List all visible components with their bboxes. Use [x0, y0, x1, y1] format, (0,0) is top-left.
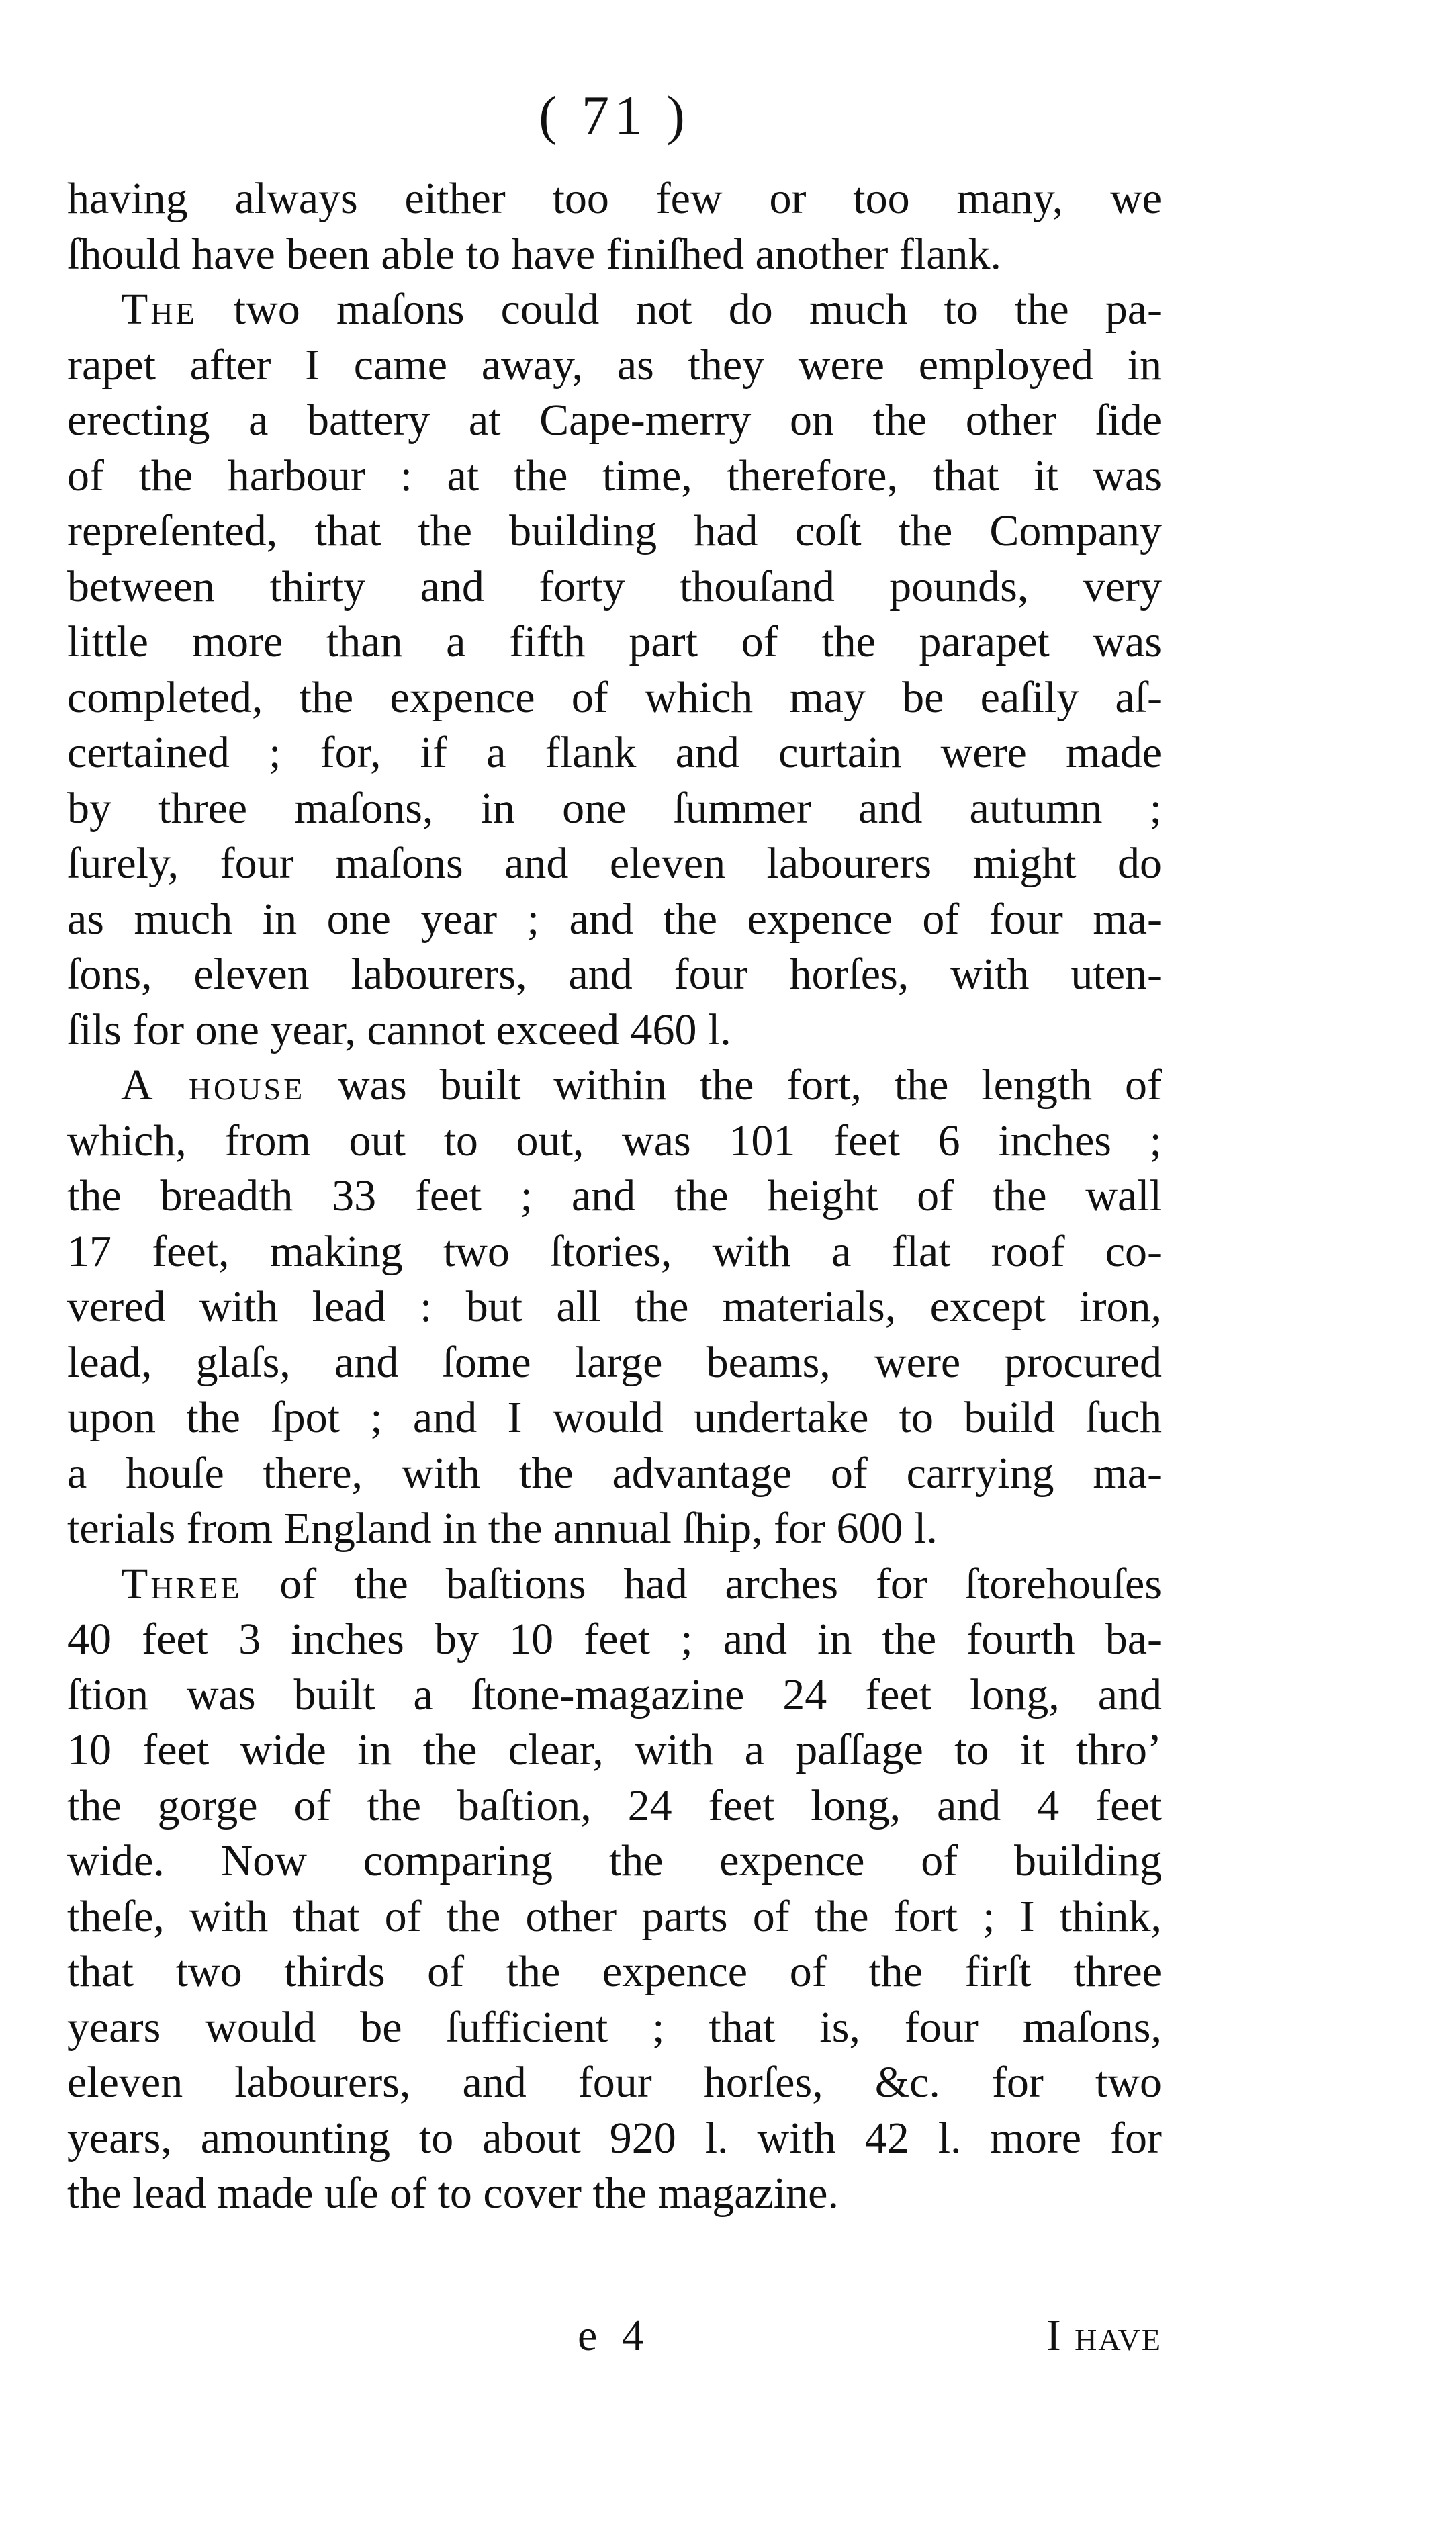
- text-line: 40 feet 3 inches by 10 feet ; and in the fourth ba-: [67, 1615, 1162, 1664]
- text-line-rest: of the baſtions had arches for ſtorehouſes: [279, 1559, 1163, 1609]
- page-number: ( 71 ): [539, 85, 690, 146]
- text-line: years, amounting to about 920 l. with 42 l. more for: [67, 2113, 1162, 2163]
- paragraph-first-line: [67, 282, 1162, 338]
- text-line: the lead made uſe of to cover the magazine.: [67, 2169, 839, 2218]
- text-line: ſhould have been able to have finiſhed another flank.: [67, 229, 1001, 279]
- text-line: ſils for one year, cannot exceed 460 l.: [67, 1005, 731, 1054]
- paragraph-lead-word: The: [121, 285, 197, 334]
- text-line: vered with lead : but all the materials, except iron,: [67, 1282, 1162, 1331]
- text-line: completed, the expence of which may be eaſily aſ-: [67, 672, 1162, 722]
- paragraph-first-line: [67, 1557, 1162, 1613]
- paragraph-lead-word: Three: [121, 1559, 242, 1609]
- text-line: by three maſons, in one ſummer and autumn ;: [67, 783, 1162, 833]
- page-footer: [67, 2310, 1162, 2371]
- text-line: certained ; for, if a flank and curtain were made: [67, 728, 1162, 777]
- text-line: 10 feet wide in the clear, with a paſſage to it thro’: [67, 1725, 1162, 1774]
- text-line: erecting a battery at Cape-merry on the other ſide: [67, 396, 1162, 445]
- text-line: years would be ſufficient ; that is, four maſons,: [67, 2002, 1162, 2052]
- body-text: [67, 171, 1162, 2222]
- text-line: that two thirds of the expence of the firſt three: [67, 1947, 1162, 1996]
- text-line: 17 feet, making two ſtories, with a flat roof co-: [67, 1226, 1162, 1276]
- text-line: upon the ſpot ; and I would undertake to build ſuch: [67, 1393, 1162, 1442]
- text-line: lead, glaſs, and ſome large beams, were procured: [67, 1337, 1162, 1387]
- text-line: the breadth 33 feet ; and the height of the wall: [67, 1171, 1162, 1220]
- text-line: as much in one year ; and the expence of four ma-: [67, 894, 1162, 944]
- paragraph-lead-word: A house: [121, 1060, 306, 1110]
- text-line: a houſe there, with the advantage of carrying ma-: [67, 1448, 1162, 1498]
- text-line: terials from England in the annual ſhip, for 600 l.: [67, 1504, 938, 1553]
- text-line: ſons, eleven labourers, and four horſes, with uten-: [67, 950, 1162, 999]
- text-line: theſe, with that of the other parts of the fort ; I think,: [67, 1891, 1162, 1941]
- text-line: rapet after I came away, as they were employed in: [67, 340, 1162, 390]
- signature-mark: e 4: [578, 2311, 651, 2360]
- text-line: little more than a fifth part of the parapet was: [67, 617, 1162, 666]
- paragraph-first-line: [67, 1058, 1162, 1114]
- text-line: ſtion was built a ſtone-magazine 24 feet long, and: [67, 1670, 1162, 1719]
- text-line: repreſented, that the building had coſt the Company: [67, 506, 1162, 555]
- text-line: having always either too few or too many, we: [67, 174, 1162, 223]
- text-line-rest: two maſons could not do much to the pa-: [233, 285, 1163, 334]
- text-line-rest: was built within the fort, the length of: [338, 1060, 1163, 1110]
- catchword: I have: [1046, 2311, 1162, 2360]
- text-line: eleven labourers, and four horſes, &c. for two: [67, 2058, 1162, 2107]
- text-line: the gorge of the baſtion, 24 feet long, and 4 feet: [67, 1780, 1162, 1830]
- text-line: which, from out to out, was 101 feet 6 inches ;: [67, 1116, 1162, 1165]
- text-line: ſurely, four maſons and eleven labourers might do: [67, 839, 1162, 888]
- text-line: between thirty and forty thouſand pounds, very: [67, 561, 1162, 611]
- text-line: of the harbour : at the time, therefore, that it was: [67, 451, 1162, 500]
- text-line: wide. Now comparing the expence of building: [67, 1836, 1162, 1885]
